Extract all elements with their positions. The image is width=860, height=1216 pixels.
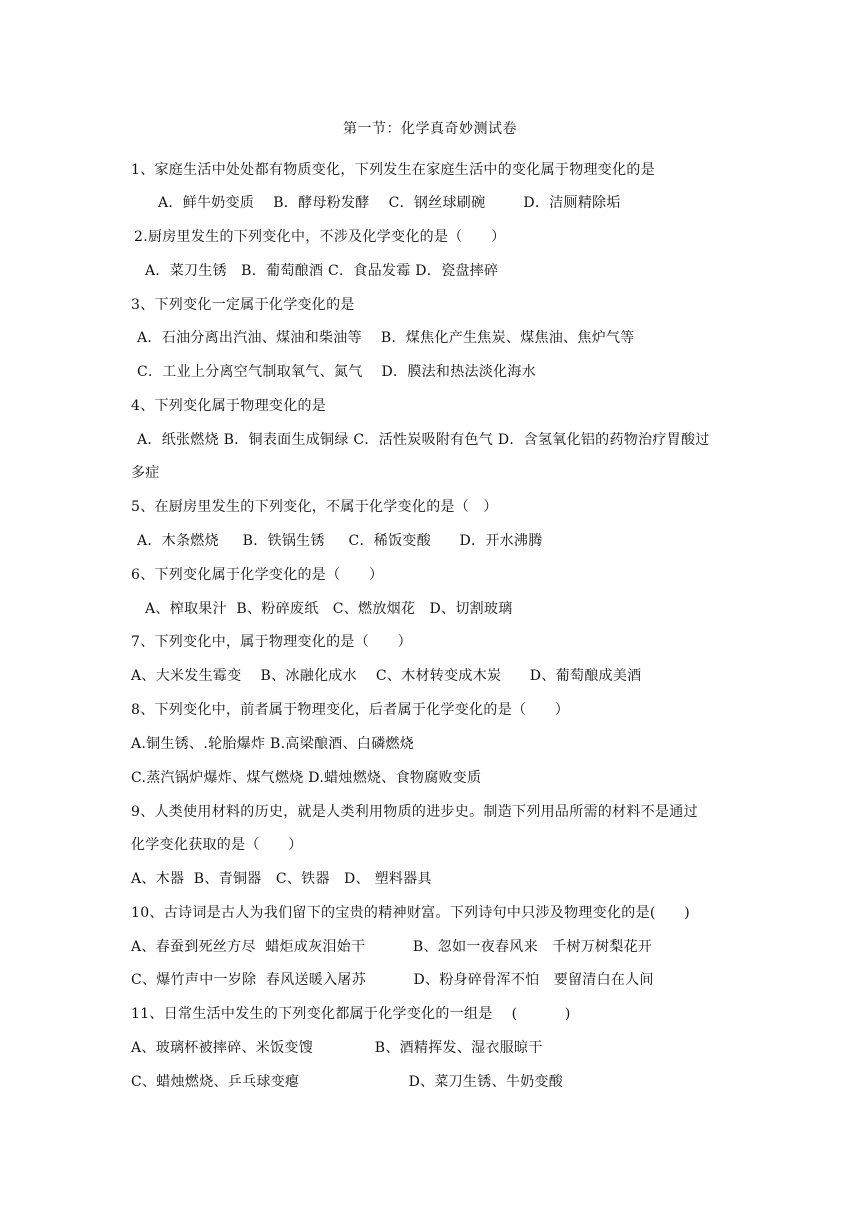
question-7-options: A、大米发生霉变 B、冰融化成水 C、木材转变成木炭 D、葡萄酿成美酒	[131, 668, 642, 684]
question-11-options-ab: A、玻璃杯被摔碎、米饭变馊 B、酒精挥发、湿衣服晾干	[131, 1040, 543, 1056]
question-5: 5、在厨房里发生的下列变化，不属于化学变化的是（ ）	[131, 499, 498, 515]
question-11: 11、日常生活中发生的下列变化都属于化学变化的一组是 ( )	[131, 1006, 571, 1022]
question-9-cont: 化学变化获取的是（ ）	[131, 837, 303, 853]
question-11-options-cd: C、蜡烛燃烧、乒乓球变瘪 D、菜刀生锈、牛奶变酸	[131, 1074, 564, 1090]
question-2-options: A．菜刀生锈 B．葡萄酿酒 C．食品发霉 D．瓷盘摔碎	[145, 263, 499, 279]
page-title: 第一节：化学真奇妙测试卷	[343, 121, 517, 137]
question-6: 6、下列变化属于化学变化的是（ ）	[131, 567, 384, 583]
question-7: 7、下列变化中，属于物理变化的是（ ）	[131, 634, 412, 650]
question-8-options-ab: A.铜生锈、.轮胎爆炸 B.高梁酿酒、白磷燃烧	[131, 736, 415, 752]
question-10-options-cd: C、爆竹声中一岁除 春风送暖入屠苏 D、粉身碎骨浑不怕 要留清白在人间	[131, 972, 654, 988]
question-2: 2.厨房里发生的下列变化中，不涉及化学变化的是（ ）	[134, 229, 506, 245]
question-1-options: A．鲜牛奶变质 B．酵母粉发酵 C．钢丝球刷碗 D．洁厕精除垢	[158, 195, 621, 211]
question-6-options: A、榨取果汁 B、粉碎废纸 C、燃放烟花 D、切割玻璃	[145, 601, 513, 617]
question-4-options: A．纸张燃烧 B．铜表面生成铜绿 C．活性炭吸附有色气 D．含氢氧化铝的药物治疗胃酸过	[137, 432, 710, 448]
question-4-options-cont: 多症	[131, 465, 160, 481]
question-1: 1、家庭生活中处处都有物质变化，下列发生在家庭生活中的变化属于物理变化的是	[131, 162, 656, 178]
question-4: 4、下列变化属于物理变化的是	[131, 398, 327, 414]
question-3-options-cd: C．工业上分离空气制取氧气、氮气 D．膜法和热法淡化海水	[137, 364, 537, 380]
question-8-options-cd: C.蒸汽锅炉爆炸、煤气燃烧 D.蜡烛燃烧、食物腐败变质	[131, 770, 482, 786]
question-5-options: A．木条燃烧 B．铁锅生锈 C．稀饭变酸 D．开水沸腾	[137, 533, 543, 549]
question-3: 3、下列变化一定属于化学变化的是	[131, 297, 355, 313]
question-9-options: A、木器 B、青铜器 C、铁器 D、 塑料器具	[131, 871, 432, 887]
question-8: 8、下列变化中，前者属于物理变化，后者属于化学变化的是（ ）	[131, 702, 570, 718]
question-10: 10、古诗词是古人为我们留下的宝贵的精神财富。下列诗句中只涉及物理变化的是( )	[131, 905, 691, 921]
question-3-options-ab: A．石油分离出汽油、煤油和柴油等 B．煤焦化产生焦炭、煤焦油、焦炉气等	[137, 330, 635, 346]
question-10-options-ab: A、春蚕到死丝方尽 蜡炬成灰泪始干 B、忽如一夜春风来 千树万树梨花开	[131, 939, 653, 955]
question-9: 9、人类使用材料的历史，就是人类利用物质的进步史。制造下列用品所需的材料不是通过	[131, 804, 698, 820]
